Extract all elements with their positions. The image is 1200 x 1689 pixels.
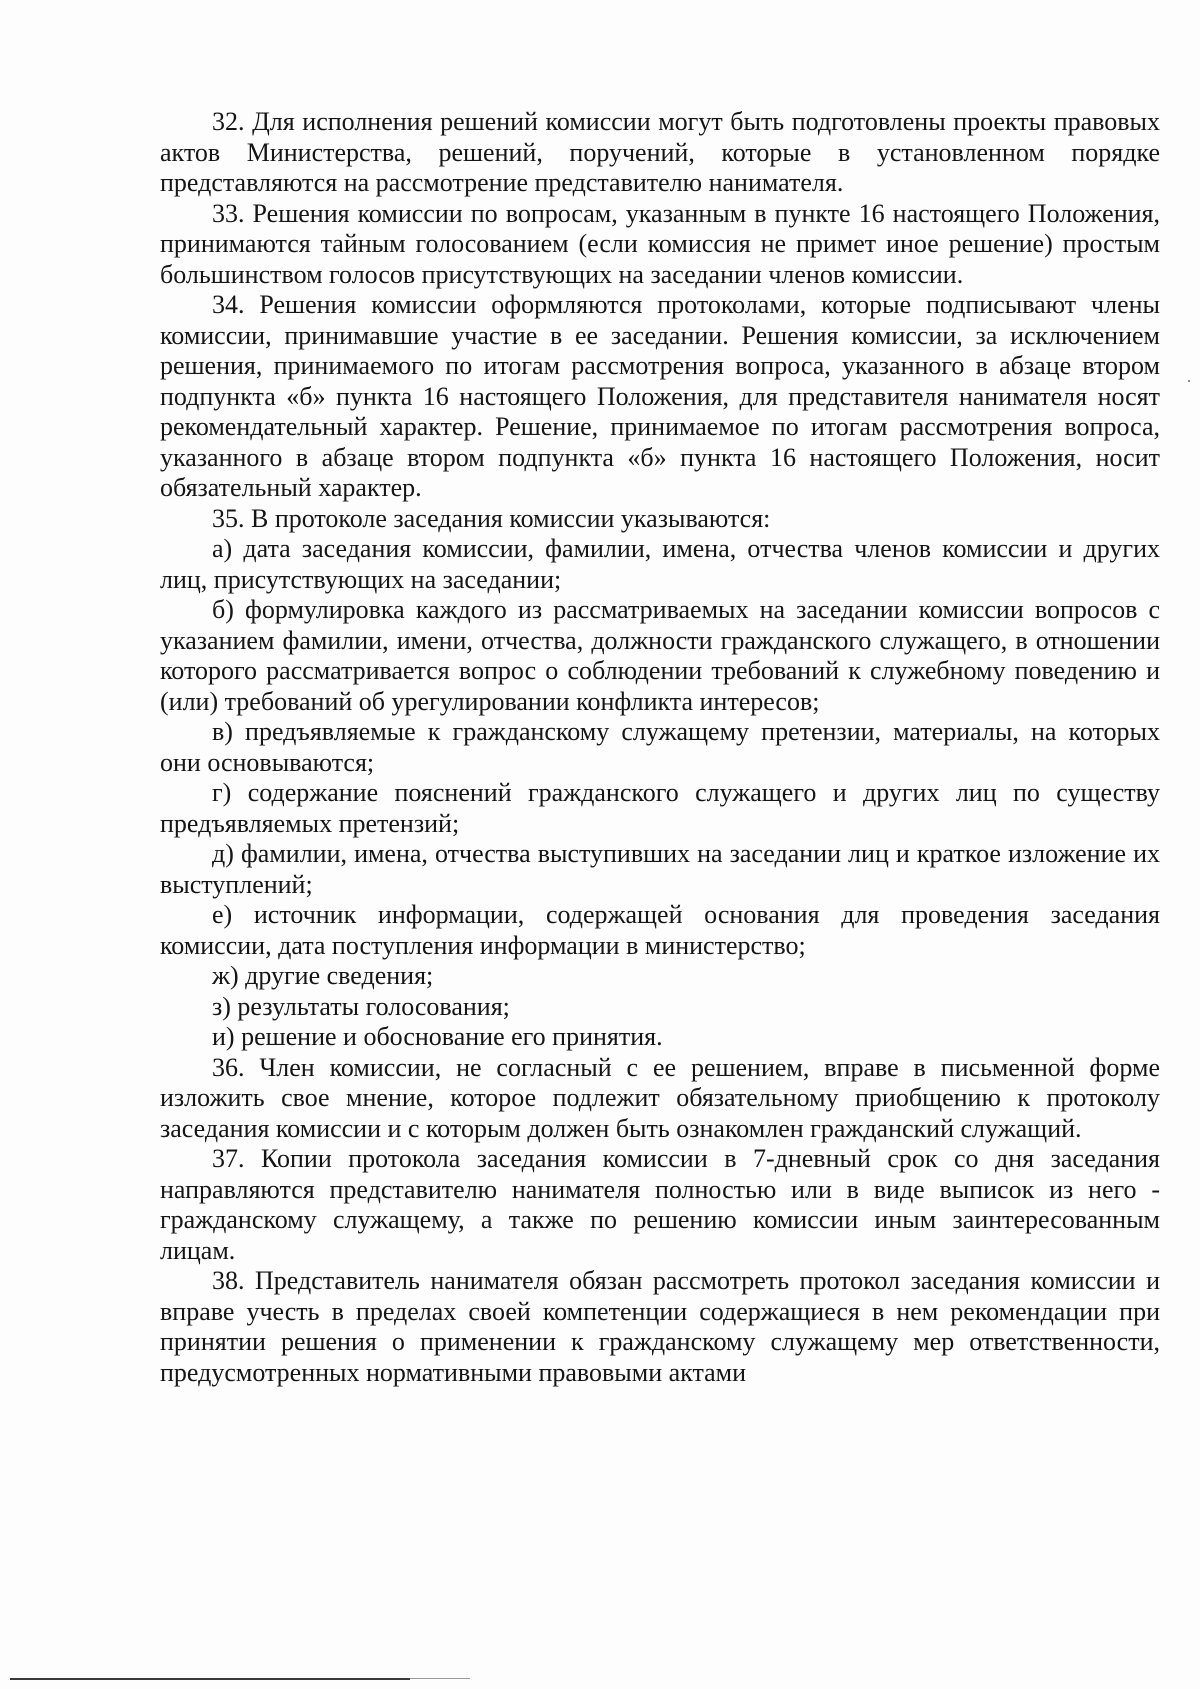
list-item-e: е) источник информации, содержащей основания для проведения заседания комиссии, дата поступления информации в министерство;	[160, 900, 1160, 960]
scan-speck	[1188, 380, 1190, 382]
paragraph-38: 38. Представитель нанимателя обязан рассмотреть протокол заседания комиссии и вправе учесть в пределах своей компетенции содержащиеся в нем рекомендации при принятии решения о применении к гражданскому служащему мер ответственности, предусмотренных нормативными правовыми актами	[160, 1266, 1160, 1387]
list-item-g: г) содержание пояснений гражданского служащего и других лиц по существу предъявляемых претензий;	[160, 778, 1160, 838]
list-item-d: д) фамилии, имена, отчества выступивших на заседании лиц и краткое изложение их выступлений;	[160, 839, 1160, 899]
list-item-i: и) решение и обоснование его принятия.	[212, 1022, 663, 1051]
paragraph-32: 32. Для исполнения решений комиссии могут быть подготовлены проекты правовых актов Министерства, решений, поручений, которые в установленном порядке представляются на рассмотрение представителю нанимателя.	[160, 107, 1160, 197]
paragraph-34: 34. Решения комиссии оформляются протоколами, которые подписывают члены комиссии, принимавшие участие в ее заседании. Решения комиссии, за исключением решения, принимаемого по итогам рассмотрения вопроса, указанного в абзаце втором подпункта «б» пункта 16 настоящего Положения, для представителя нанимателя носят рекомендательный характер. Решение, принимаемое по итогам рассмотрения вопроса, указанного в абзаце втором подпункта «б» пункта 16 настоящего Положения, носит обязательный характер.	[160, 290, 1160, 502]
paragraph-36: 36. Член комиссии, не согласный с ее решением, вправе в письменной форме изложить свое мнение, которое подлежит обязательному приобщению к протоколу заседания комиссии и с которым должен быть ознакомлен гражданский служащий.	[160, 1052, 1160, 1143]
bottom-scan-edge-line	[10, 1678, 410, 1680]
list-item-v: в) предъявляемые к гражданскому служащему претензии, материалы, на которых они основываются;	[160, 717, 1160, 777]
list-item-z: з) результаты голосования;	[212, 991, 510, 1021]
list-item-zh: ж) другие сведения;	[212, 961, 434, 990]
paragraph-33: 33. Решения комиссии по вопросам, указанным в пункте 16 настоящего Положения, принимаются тайным голосованием (если комиссия не примет иное решение) простым большинством голосов присутствующих на заседании членов комиссии.	[160, 198, 1160, 289]
list-item-a: а) дата заседания комиссии, фамилии, имена, отчества членов комиссии и других лиц, присутствующих на заседании;	[160, 534, 1160, 594]
bottom-scan-edge-faint-line	[410, 1678, 470, 1679]
paragraph-35: 35. В протоколе заседания комиссии указываются:	[212, 503, 771, 533]
list-item-b: б) формулировка каждого из рассматриваемых на заседании комиссии вопросов с указанием фамилии, имени, отчества, должности гражданского служащего, в отношении которого рассматривается вопрос о соблюдении требований к служебному поведению и (или) требований об урегулировании конфликта интересов;	[160, 595, 1160, 716]
paragraph-37: 37. Копии протокола заседания комиссии в 7-дневный срок со дня заседания направляются представителю нанимателя полностью или в виде выписок из него - гражданскому служащему, а также по решению комиссии иным заинтересованным лицам.	[160, 1144, 1160, 1265]
document-body	[160, 107, 1160, 1388]
